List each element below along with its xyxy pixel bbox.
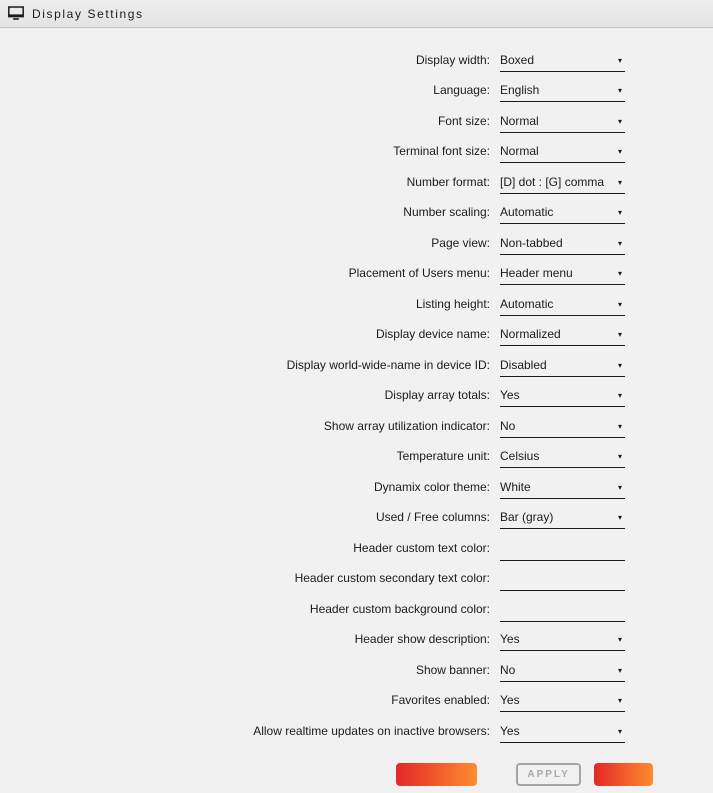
field-label: Allow realtime updates on inactive browsers: <box>253 723 490 738</box>
select-value-font-size: Normal <box>500 113 539 128</box>
select-temperature-unit[interactable] <box>500 449 625 468</box>
field-label: Page view: <box>431 235 490 250</box>
select-language[interactable] <box>500 83 625 102</box>
dropdown-arrow-icon: ▾ <box>617 208 622 218</box>
display-settings-form <box>0 28 713 749</box>
select-value-language: English <box>500 83 540 98</box>
field-label: Used / Free columns: <box>375 510 490 525</box>
field-label: Display width: <box>415 52 490 67</box>
select-page-view[interactable] <box>500 236 625 255</box>
form-row <box>0 627 713 658</box>
field-label: Header show description: <box>354 632 490 647</box>
dropdown-arrow-icon: ▾ <box>617 391 622 401</box>
field-label: Listing height: <box>415 296 490 311</box>
field-label: Display device name: <box>375 327 490 342</box>
select-value-display-device-name: Normalized <box>500 327 561 342</box>
dropdown-arrow-icon: ▾ <box>617 635 622 645</box>
select-realtime-updates[interactable] <box>500 724 625 743</box>
form-row <box>0 261 713 292</box>
form-row <box>0 291 713 322</box>
select-font-size[interactable] <box>500 114 625 133</box>
field-label: Font size: <box>437 113 490 128</box>
select-value-header-show-description: Yes <box>500 632 520 647</box>
select-value-show-banner: No <box>500 662 516 677</box>
select-show-banner[interactable] <box>500 663 625 682</box>
form-row <box>0 108 713 139</box>
select-display-wwn-device-id[interactable] <box>500 358 625 377</box>
dropdown-arrow-icon: ▾ <box>617 360 622 370</box>
dropdown-arrow-icon: ▾ <box>617 147 622 157</box>
select-dynamix-color-theme[interactable] <box>500 480 625 499</box>
dropdown-arrow-icon: ▾ <box>617 299 622 309</box>
form-row <box>0 47 713 78</box>
page-titlebar <box>0 0 713 28</box>
field-label: Number format: <box>406 174 490 189</box>
select-listing-height[interactable] <box>500 297 625 316</box>
select-display-width[interactable] <box>500 53 625 72</box>
select-terminal-font-size[interactable] <box>500 144 625 163</box>
form-row <box>0 535 713 566</box>
form-row <box>0 566 713 597</box>
select-value-realtime-updates: Yes <box>500 723 520 738</box>
form-row <box>0 718 713 749</box>
dropdown-arrow-icon: ▾ <box>617 482 622 492</box>
apply-button[interactable]: APPLY <box>516 763 580 786</box>
field-label: Number scaling: <box>403 205 490 220</box>
select-used-free-columns[interactable] <box>500 510 625 529</box>
select-value-display-width: Boxed <box>500 52 535 67</box>
textinput-wrap-header-background-color <box>500 601 625 622</box>
field-label: Dynamix color theme: <box>373 479 490 494</box>
field-label: Show banner: <box>415 662 490 677</box>
field-label: Show array utilization indicator: <box>323 418 490 433</box>
button-row <box>0 763 713 786</box>
field-label: Language: <box>433 83 490 98</box>
dropdown-arrow-icon: ▾ <box>617 696 622 706</box>
dropdown-arrow-icon: ▾ <box>617 86 622 96</box>
form-row <box>0 139 713 170</box>
form-row <box>0 657 713 688</box>
select-value-favorites-enabled: Yes <box>500 693 520 708</box>
select-number-format[interactable] <box>500 175 625 194</box>
field-label: Header custom background color: <box>309 601 490 616</box>
select-display-array-totals[interactable] <box>500 388 625 407</box>
form-row <box>0 322 713 353</box>
page-title: Display Settings <box>32 6 144 21</box>
select-value-page-view: Non-tabbed <box>500 235 563 250</box>
field-label: Temperature unit: <box>396 449 490 464</box>
dropdown-arrow-icon: ▾ <box>617 726 622 736</box>
dropdown-arrow-icon: ▾ <box>617 116 622 126</box>
field-label: Display world-wide-name in device ID: <box>286 357 490 372</box>
select-value-temperature-unit: Celsius <box>500 449 540 464</box>
select-value-number-scaling: Automatic <box>500 205 554 220</box>
field-label: Header custom text color: <box>353 540 490 555</box>
form-row <box>0 169 713 200</box>
form-row <box>0 200 713 231</box>
select-value-terminal-font-size: Normal <box>500 144 539 159</box>
field-label: Placement of Users menu: <box>348 266 490 281</box>
select-favorites-enabled[interactable] <box>500 693 625 712</box>
dropdown-arrow-icon: ▾ <box>617 513 622 523</box>
form-row <box>0 444 713 475</box>
select-value-display-wwn-device-id: Disabled <box>500 357 547 372</box>
form-row <box>0 383 713 414</box>
form-row <box>0 688 713 719</box>
select-value-listing-height: Automatic <box>500 296 554 311</box>
select-header-show-description[interactable] <box>500 632 625 651</box>
input-header-secondary-color[interactable] <box>500 572 625 591</box>
dropdown-arrow-icon: ▾ <box>617 177 622 187</box>
select-value-users-menu-placement: Header menu <box>500 266 573 281</box>
form-row <box>0 78 713 109</box>
form-row <box>0 505 713 536</box>
select-value-display-array-totals: Yes <box>500 388 520 403</box>
dropdown-arrow-icon: ▾ <box>617 269 622 279</box>
input-header-background-color[interactable] <box>500 603 625 622</box>
input-header-text-color[interactable] <box>500 542 625 561</box>
dropdown-arrow-icon: ▾ <box>617 665 622 675</box>
form-row <box>0 413 713 444</box>
select-value-used-free-columns: Bar (gray) <box>500 510 554 525</box>
select-users-menu-placement[interactable] <box>500 266 625 285</box>
dropdown-arrow-icon: ▾ <box>617 330 622 340</box>
dropdown-arrow-icon: ▾ <box>617 452 622 462</box>
field-label: Display array totals: <box>384 388 490 403</box>
select-number-scaling[interactable] <box>500 205 625 224</box>
select-array-utilization[interactable] <box>500 419 625 438</box>
textinput-wrap-header-secondary-color <box>500 570 625 591</box>
select-display-device-name[interactable] <box>500 327 625 346</box>
dropdown-arrow-icon: ▾ <box>617 421 622 431</box>
dropdown-arrow-icon: ▾ <box>617 238 622 248</box>
done-button[interactable]: DONE <box>594 763 653 786</box>
select-value-number-format: [D] dot : [G] comma <box>500 174 605 189</box>
monitor-icon <box>8 6 24 21</box>
select-value-dynamix-color-theme: White <box>500 479 531 494</box>
select-value-array-utilization: No <box>500 418 516 433</box>
form-row <box>0 230 713 261</box>
textinput-wrap-header-text-color <box>500 540 625 561</box>
form-row <box>0 596 713 627</box>
field-label: Favorites enabled: <box>391 693 490 708</box>
dropdown-arrow-icon: ▾ <box>617 55 622 65</box>
field-label: Header custom secondary text color: <box>294 571 490 586</box>
field-label: Terminal font size: <box>393 144 490 159</box>
default-button[interactable]: DEFAULT <box>396 763 477 786</box>
form-row <box>0 352 713 383</box>
form-row <box>0 474 713 505</box>
